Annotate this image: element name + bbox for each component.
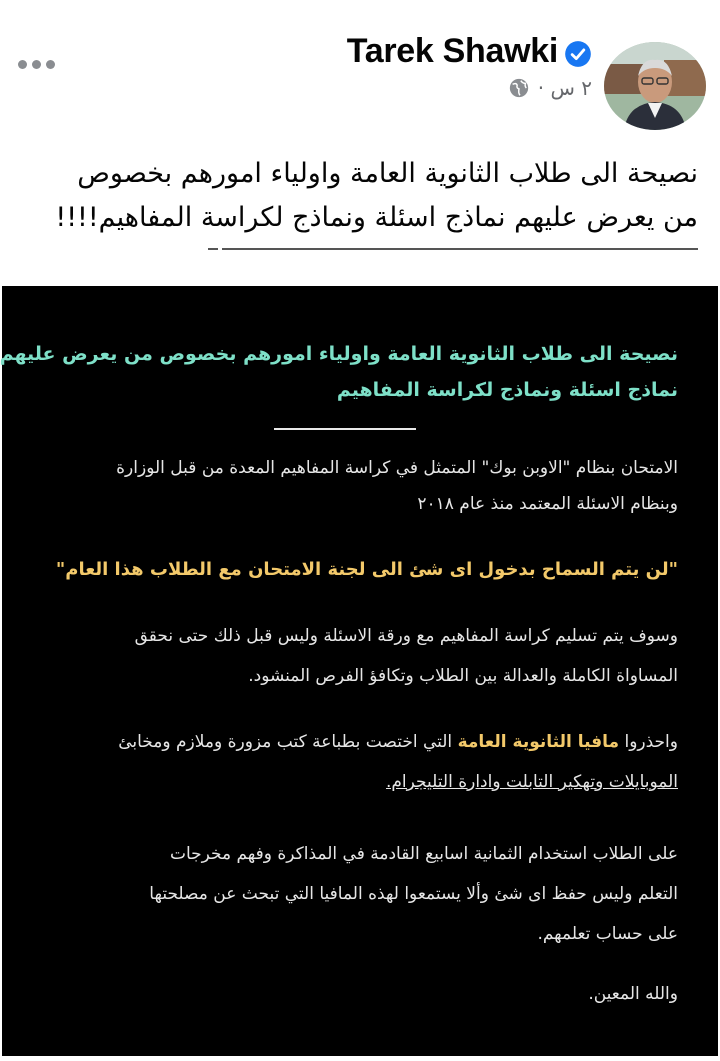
paragraph-line: المساواة الكاملة والعدالة بين الطلاب وتكافؤ الفرص المنشود. <box>248 666 678 686</box>
image-quote <box>38 552 678 588</box>
post-text-line: من يعرض عليهم نماذج اسئلة ونماذج لكراسة المفاهيم!!!! <box>55 202 698 233</box>
image-closing <box>38 976 678 1012</box>
image-divider <box>274 428 416 430</box>
more-options-button[interactable] <box>18 60 55 69</box>
post-image[interactable] <box>2 286 718 1056</box>
paragraph-line: وسوف يتم تسليم كراسة المفاهيم مع ورقة الاسئلة وليس قبل ذلك حتى نحقق <box>134 626 678 646</box>
verified-badge-icon <box>564 40 592 68</box>
dashed-divider <box>222 248 698 250</box>
image-headline <box>0 336 678 408</box>
avatar-photo <box>604 42 706 130</box>
dot <box>18 60 27 69</box>
image-paragraph-delivery <box>38 616 678 696</box>
globe-icon[interactable] <box>508 77 530 99</box>
paragraph-line: الموبايلات وتهكير التابلت وادارة التليجرام. <box>386 772 678 792</box>
headline-line: نماذج اسئلة ونماذج لكراسة المفاهيم <box>336 379 678 401</box>
quote-line: "لن يتم السماح بدخول اى شئ الى لجنة الامتحان مع الطلاب هذا العام" <box>55 559 678 580</box>
divider-tail <box>208 248 218 250</box>
author-name[interactable]: Tarek Shawki <box>346 32 558 70</box>
closing-line: والله المعين. <box>588 984 678 1004</box>
post-text-line: نصيحة الى طلاب الثانوية العامة واولياء امورهم بخصوص <box>77 158 698 189</box>
image-paragraph-advice <box>38 834 678 954</box>
warning-prefix: واحذروا <box>624 732 678 752</box>
paragraph-line <box>38 722 678 762</box>
paragraph-line: على حساب تعلمهم. <box>537 924 678 944</box>
avatar[interactable] <box>604 42 706 130</box>
post-text <box>18 152 698 240</box>
headline-line: نصيحة الى طلاب الثانوية العامة واولياء امورهم بخصوص من يعرض عليهم <box>0 343 678 365</box>
warning-suffix: التي اختصت بطباعة كتب مزورة وملازم ومخابئ <box>118 732 453 752</box>
mafia-highlight: مافيا الثانوية العامة <box>457 732 620 752</box>
post-header <box>0 0 720 140</box>
paragraph-line: وبنظام الاسئلة المعتمد منذ عام ٢٠١٨ <box>417 494 678 514</box>
post-meta <box>508 76 592 100</box>
image-paragraph-exam-system <box>38 450 678 522</box>
dot <box>32 60 41 69</box>
paragraph-line: الامتحان بنظام "الاوبن بوك" المتمثل في كراسة المفاهيم المعدة من قبل الوزارة <box>116 458 678 478</box>
dot <box>46 60 55 69</box>
post-time[interactable]: ٢ س · <box>537 76 592 100</box>
paragraph-line: على الطلاب استخدام الثمانية اسابيع القادمة في المذاكرة وفهم مخرجات <box>169 844 678 864</box>
image-paragraph-warning <box>38 722 678 802</box>
paragraph-line: التعلم وليس حفظ اى شئ وألا يستمعوا لهذه المافيا التي تبحث عن مصلحتها <box>149 884 678 904</box>
